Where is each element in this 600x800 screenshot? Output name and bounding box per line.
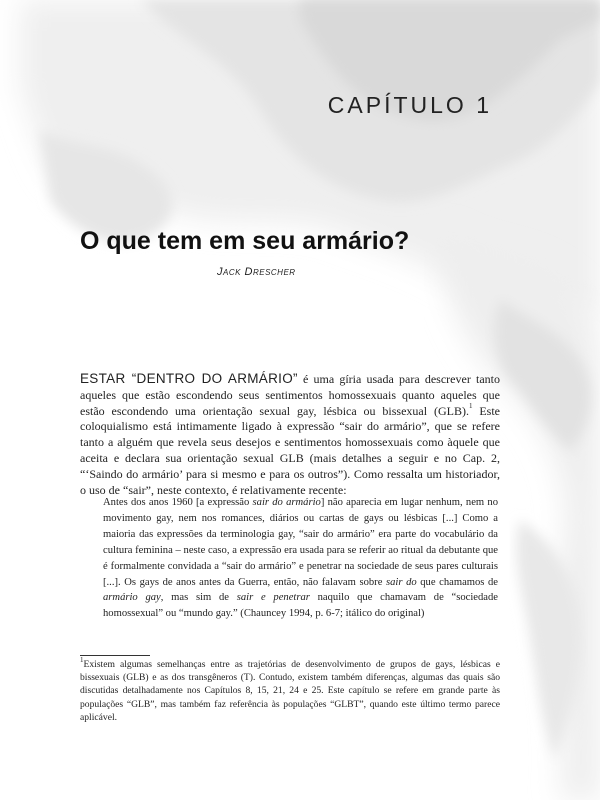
chapter-label: CAPÍTULO 1 <box>327 92 492 118</box>
quote-text-1: Antes dos anos 1960 [a expressão <box>103 497 253 508</box>
footnote-divider <box>80 655 150 656</box>
footnote-text: Existem algumas semelhanças entre as trajetórias de desenvolvimento de grupos de gays, lésbicas e bissexuais (GLB) e as dos transgêneros (T). Contudo, existem também diferenças, algumas das quais são discutidas detalhadamente nos Capítulos 8, 15, 21, 24 e 25. Este capítulo se refere em grande parte às populações “GLB”, mas também faz referência às populações “GLBT”, quando este último termo parece aplicável. <box>80 659 500 723</box>
chapter-author: Jack Drescher <box>217 266 296 278</box>
quote-text-2: ] não aparecia em lugar nenhum, nem no movimento gay, nem nos romances, diários ou cartas de gays ou lésbicas [...] Como a maioria das expressões da terminologia gay, “sair do armário” era parte do vocabulário da cultura feminina – neste caso, a expressão era usada para se referir ao ritual da debutante que é formalmente convidada a “sair do armário” e penetrar na sociedade de seus pares culturais [...]. Os gays de anos antes da Guerra, então, não falavam sobre <box>103 497 498 588</box>
quote-text-4: , mas sim de <box>160 592 237 604</box>
body-text-part-2: Este coloquialismo está intimamente ligado à expressão “sair do armário”, que se refere tanto a alguém que revela seus desejos e sentimentos homossexuais como àquele que aceita e declara sua orientação sexual GLB (mais detalhes a seguir e no Cap. 2, “‘Saindo do armário’ para si mesmo e para os outros”). Como ressalta um historiador, o uso de “sair”, neste contexto, é relativamente recente: <box>80 403 500 497</box>
quote-italic-2: sair do <box>386 576 417 588</box>
quote-italic-3: armário gay <box>103 592 161 604</box>
quote-text-3: que chamamos de <box>416 576 499 588</box>
footnote-marker: 1 <box>80 656 84 664</box>
footnote-reference[interactable]: 1 <box>468 401 473 410</box>
quote-italic-4: sair e penetrar <box>236 592 310 604</box>
lead-in-text: ESTAR “DENTRO DO ARMÁRIO” <box>80 371 298 386</box>
block-quote <box>103 495 498 622</box>
body-paragraph <box>80 371 500 498</box>
quote-text-5: naquilo que chamavam de “sociedade homossexual” ou “mundo gay.” (Chauncey 1994, p. 6-7; itálico do original) <box>103 592 498 620</box>
body-text-part-1: é uma gíria usada para descrever tanto aqueles que estão escondendo seus sentimentos homossexuais quanto aqueles que estão escondendo uma orientação sexual gay, lésbica ou bissexual (GLB). <box>80 372 500 418</box>
quote-italic-1: sair do armário <box>252 497 321 508</box>
chapter-title: O que tem em seu armário? <box>80 227 410 255</box>
footnote <box>80 658 500 724</box>
